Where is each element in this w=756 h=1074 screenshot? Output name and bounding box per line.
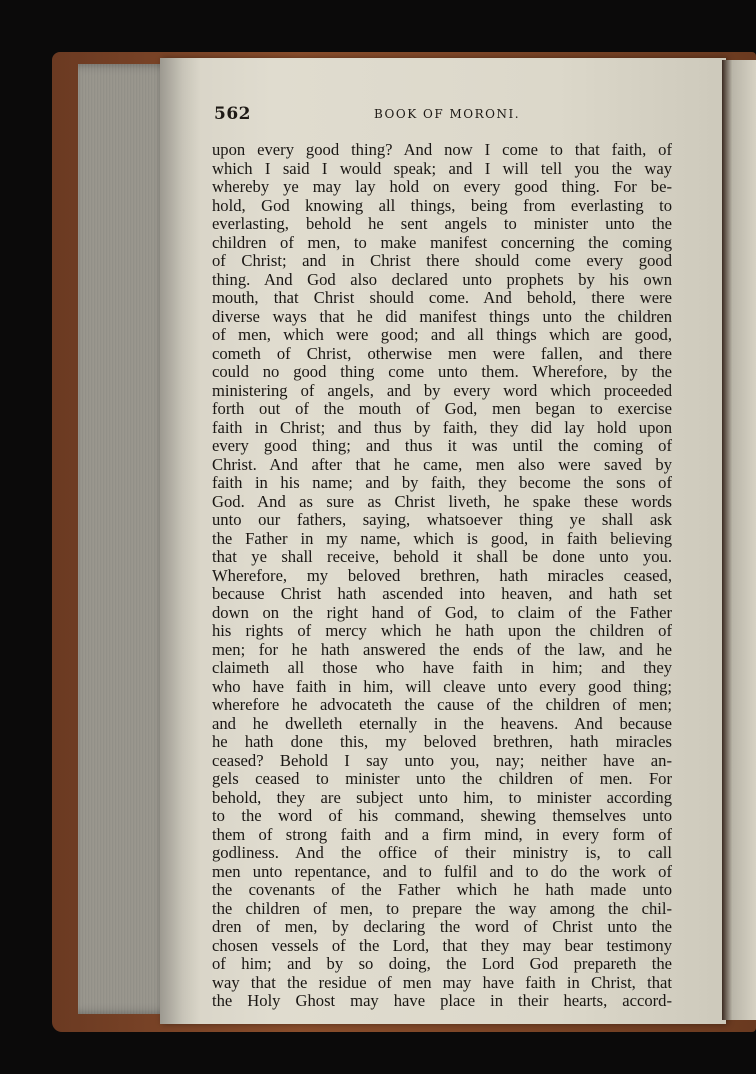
running-head: BOOK OF MORONI. <box>374 107 521 121</box>
page-header <box>214 104 666 124</box>
text-line: of Christ; and in Christ there should come every good <box>212 252 672 270</box>
text-line: claimeth all those who have faith in him; and they <box>212 659 672 677</box>
text-line: chosen vessels of the Lord, that they may bear testimony <box>212 936 672 955</box>
text-line: to the word of his command, shewing themselves unto <box>212 807 672 825</box>
text-line: the covenants of the Father which he hath made unto <box>212 881 672 899</box>
text-line: every good thing; and thus it was until the coming of <box>212 437 672 455</box>
text-line: children of men, to make manifest concerning the coming <box>212 233 672 252</box>
text-line: because Christ hath ascended into heaven, and hath set <box>212 585 672 603</box>
text-line: gels ceased to minister unto the children of men. For <box>212 770 672 788</box>
text-line: way that the residue of men may have faith in Christ, that <box>212 973 672 992</box>
text-line: the Father in my name, which is good, in faith believing <box>212 529 672 548</box>
text-line: his rights of mercy which he hath upon the children of <box>212 622 672 640</box>
text-line: the Holy Ghost may have place in their hearts, accord- <box>212 992 672 1010</box>
text-line: down on the right hand of God, to claim of the Father <box>212 603 672 622</box>
text-line: Wherefore, my beloved brethren, hath miracles ceased, <box>212 566 672 585</box>
text-line: diverse ways that he did manifest things unto the children <box>212 307 672 326</box>
text-line: God. And as sure as Christ liveth, he spake these words <box>212 492 672 511</box>
text-line: he hath done this, my beloved brethren, hath miracles <box>212 733 672 751</box>
text-line: hold, God knowing all things, being from everlasting to <box>212 196 672 215</box>
text-line: ceased? Behold I say unto you, nay; neither have an- <box>212 751 672 770</box>
text-line: that ye shall receive, behold it shall be done unto you. <box>212 548 672 566</box>
text-line: everlasting, behold he sent angels to minister unto the <box>212 215 672 233</box>
text-line: forth out of the mouth of God, men began to exercise <box>212 400 672 418</box>
text-line: of him; and by so doing, the Lord God prepareth the <box>212 955 672 973</box>
spine-shadow <box>160 58 200 1024</box>
text-line: faith in his name; and by faith, they become the sons of <box>212 474 672 492</box>
text-line: faith in Christ; and thus by faith, they did lay hold upon <box>212 418 672 437</box>
text-line: Christ. And after that he came, men also were saved by <box>212 455 672 474</box>
text-line: of men, which were good; and all things which are good, <box>212 326 672 344</box>
text-line: men; for he hath answered the ends of the law, and he <box>212 640 672 659</box>
text-line: behold, they are subject unto him, to minister according <box>212 788 672 807</box>
facing-page-edge <box>722 60 756 1020</box>
text-line: men unto repentance, and to fulfil and to do the work of <box>212 862 672 881</box>
text-line: and he dwelleth eternally in the heavens. And because <box>212 714 672 733</box>
text-line: wherefore he advocateth the cause of the children of men; <box>212 696 672 714</box>
text-line: unto our fathers, saying, whatsoever thing ye shall ask <box>212 511 672 529</box>
text-line: dren of men, by declaring the word of Christ unto the <box>212 918 672 936</box>
text-line: the children of men, to prepare the way among the chil- <box>212 899 672 918</box>
text-line: mouth, that Christ should come. And behold, there were <box>212 289 672 307</box>
text-line: them of strong faith and a firm mind, in every form of <box>212 825 672 844</box>
page-number: 562 <box>214 104 251 124</box>
text-line: could no good thing come unto them. Wherefore, by the <box>212 363 672 381</box>
text-line: thing. And God also declared unto prophets by his own <box>212 270 672 289</box>
text-line: who have faith in him, will cleave unto every good thing; <box>212 677 672 696</box>
text-line: whereby ye may lay hold on every good thing. For be- <box>212 178 672 196</box>
text-line: cometh of Christ, otherwise men were fallen, and there <box>212 344 672 363</box>
text-line: godliness. And the office of their ministry is, to call <box>212 844 672 862</box>
text-line: which I said I would speak; and I will tell you the way <box>212 159 672 178</box>
text-line: ministering of angels, and by every word which proceeded <box>212 381 672 400</box>
body-text <box>212 141 672 1011</box>
text-line: upon every good thing? And now I come to that faith, of <box>212 141 672 159</box>
